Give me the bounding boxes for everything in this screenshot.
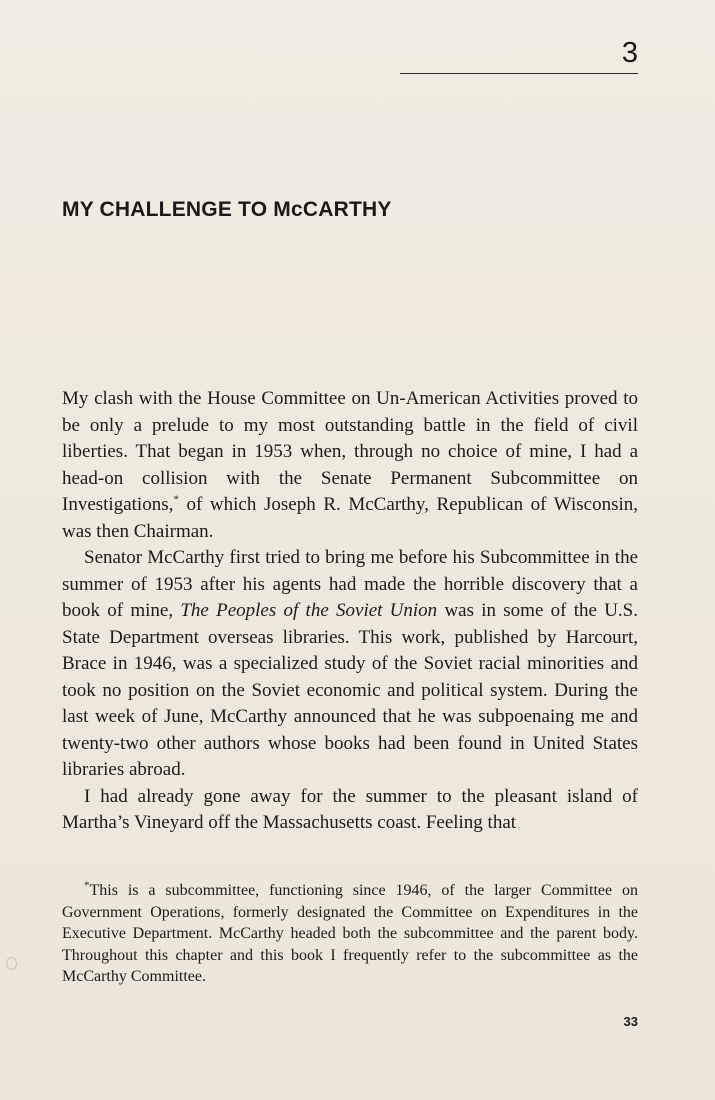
margin-hole xyxy=(6,957,17,970)
chapter-title: MY CHALLENGE TO McCARTHY xyxy=(62,198,392,221)
paragraph-1-text-a: My clash with the House Committee on Un-American Activities proved to be only a prelude to my most outstanding battle in the field of civil liberties. That began in 1953 when, through no choice of mine, I had a head-on collision with the Senate Permanent Subcommittee on Investigations, xyxy=(62,388,638,515)
book-title: The Peoples of the Soviet Union xyxy=(180,600,438,621)
paragraph-3: I had already gone away for the summer to the pleasant island of Martha’s Vineyard off the Massachusetts coast. Feeling that xyxy=(62,785,638,833)
body-text xyxy=(62,386,638,837)
chapter-rule xyxy=(400,73,638,74)
paragraph-2-text-b: was in some of the U.S. State Department overseas libraries. This work, published by Harcourt, Brace in 1946, was a specialized study of the Soviet racial minorities and took no position on the Soviet economic and political system. During the last week of June, McCarthy announced that he was subpoenaing me and twenty-two other authors whose books had been found in United States libraries abroad. xyxy=(62,600,638,780)
paragraph-2-text-a: Senator McCarthy first tried to bring me before his Subcommittee in the summer of 1953 after his agents had made the horrible discovery that a book of mine, xyxy=(62,547,638,621)
footnote-reference: * xyxy=(173,493,179,506)
footnote xyxy=(62,880,638,988)
page-number: 33 xyxy=(623,1014,638,1029)
paragraph-1 xyxy=(62,386,638,545)
chapter-number: 3 xyxy=(621,37,638,69)
footnote-text: This is a subcommittee, functioning since 1946, of the larger Committee on Government Operations, formerly designated the Committee on Expenditures in the Executive Department. McCarthy headed both the subcommittee and the parent body. Throughout this chapter and this book I frequently refer to the subcommittee as the McCarthy Committee. xyxy=(62,882,638,986)
paragraph-1-text-b: of which Joseph R. McCarthy, Republican of Wisconsin, was then Chairman. xyxy=(62,494,638,542)
paragraph-2 xyxy=(62,545,638,784)
footnote-mark: * xyxy=(84,879,90,892)
